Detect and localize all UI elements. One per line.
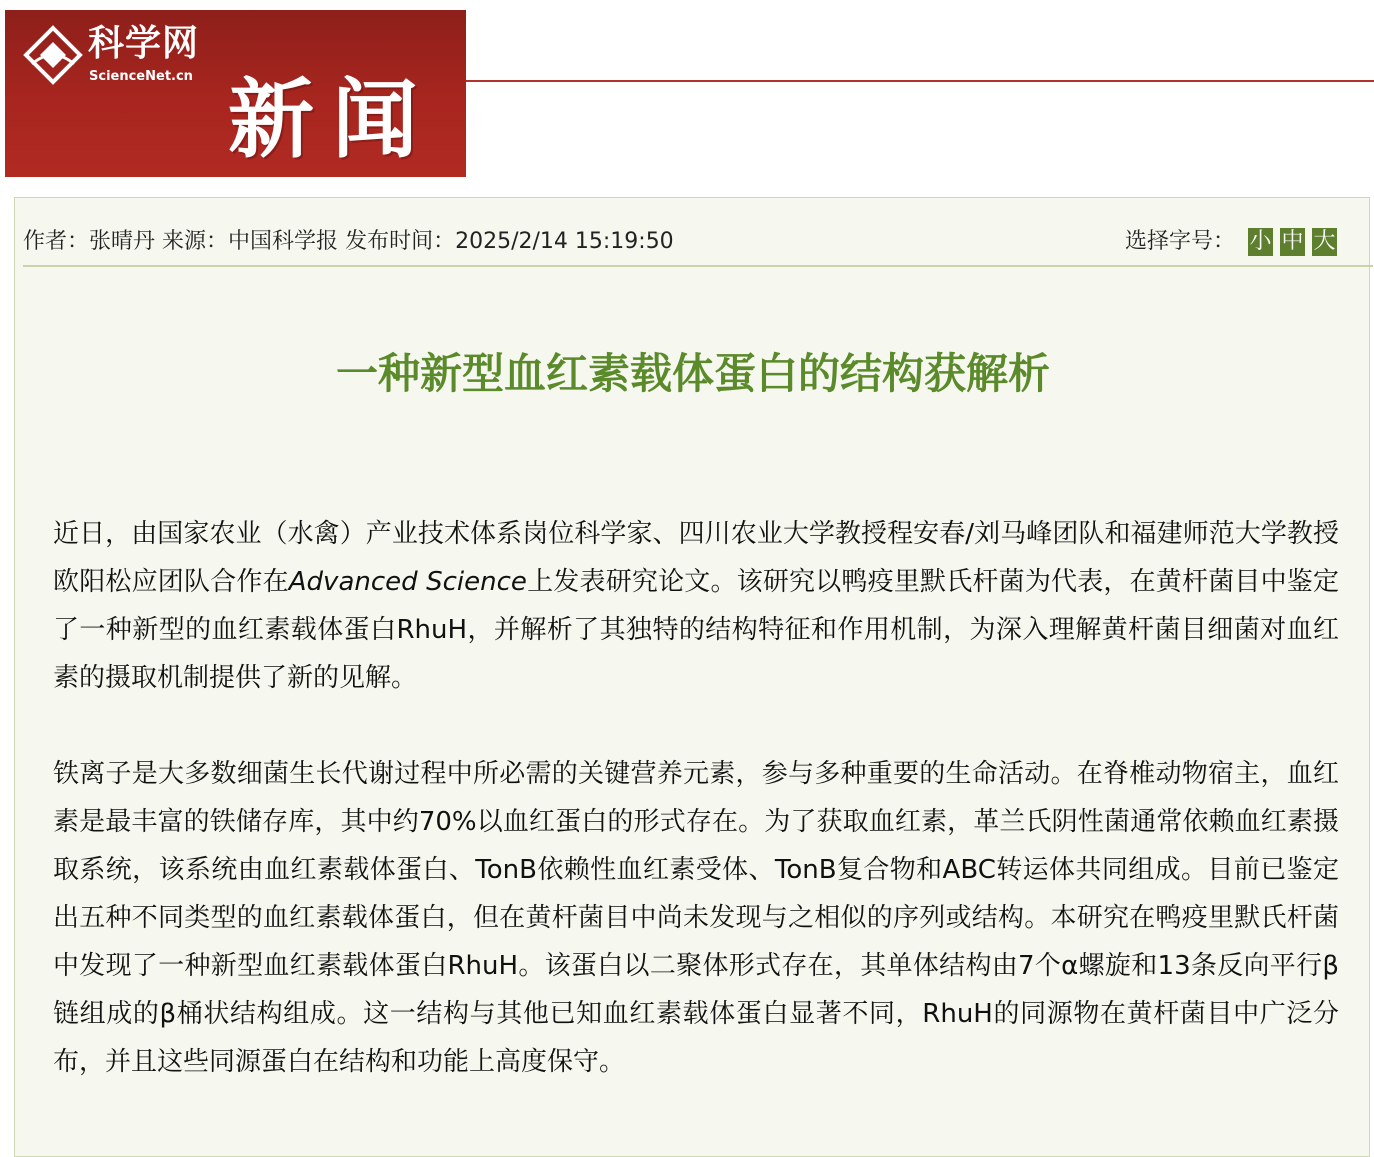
site-banner (5, 10, 466, 177)
article-meta (23, 226, 1363, 258)
article-title: 一种新型血红素载体蛋白的结构获解析 (335, 349, 1050, 398)
font-size-label: 选择字号： (1124, 229, 1235, 254)
author-name: 张晴丹 (89, 229, 156, 254)
author-label: 作者： (23, 229, 90, 254)
logo-text-cn[interactable]: 科学网 (88, 23, 200, 64)
font-size-small-button[interactable]: 小 (1249, 229, 1272, 254)
p1-text-before: 近日，由国家农业（水禽）产业技术体系岗位科学家、四川农业大学教授程安春/刘马峰团队和福建师范大学教授欧阳松应团队合作在 (53, 519, 1339, 597)
meta-divider (23, 265, 1373, 267)
site-header (0, 0, 1374, 200)
source-name: 中国科学报 (228, 229, 339, 254)
font-size-selector (1125, 226, 1337, 258)
p1-text-after: 上发表研究论文。该研究以鸭疫里默氏杆菌为代表，在黄杆菌目中鉴定了一种新型的血红素载体蛋白RhuH，并解析了其独特的结构特征和作用机制，为深入理解黄杆菌目细菌对血红素的摄取机制提供了新的见解。 (53, 567, 1339, 693)
journal-name: Advanced Science (288, 567, 527, 597)
sciencenet-diamond-icon (22, 24, 84, 86)
paragraph-1 (53, 510, 1339, 702)
article-body (53, 510, 1339, 1134)
paragraph-2: 铁离子是大多数细菌生长代谢过程中所必需的关键营养元素，参与多种重要的生命活动。在脊椎动物宿主，血红素是最丰富的铁储存库，其中约70%以血红蛋白的形式存在。为了获取血红素，革兰氏阴性菌通常依赖血红素摄取系统，该系统由血红素载体蛋白、TonB依赖性血红素受体、TonB复合物和ABC转运体共同组成。目前已鉴定出五种不同类型的血红素载体蛋白，但在黄杆菌目中尚未发现与之相似的序列或结构。本研究在鸭疫里默氏杆菌中发现了一种新型血红素载体蛋白RhuH。该蛋白以二聚体形式存在，其单体结构由7个α螺旋和13条反向平行β链组成的β桶状结构组成。这一结构与其他已知血红素载体蛋白显著不同，RhuH的同源物在黄杆菌目中广泛分布，并且这些同源蛋白在结构和功能上高度保守。 (53, 759, 1339, 1077)
source-label: 来源： (162, 229, 229, 254)
article-container (14, 197, 1370, 1157)
section-title: 新闻 (228, 70, 436, 170)
font-size-large-button[interactable]: 大 (1313, 229, 1336, 254)
header-divider (466, 80, 1374, 82)
font-size-medium-button[interactable]: 中 (1281, 229, 1304, 254)
publish-time: 2025/2/14 15:19:50 (455, 229, 674, 254)
time-label: 发布时间： (345, 229, 456, 254)
logo-text-en: ScienceNet.cn (89, 69, 193, 84)
